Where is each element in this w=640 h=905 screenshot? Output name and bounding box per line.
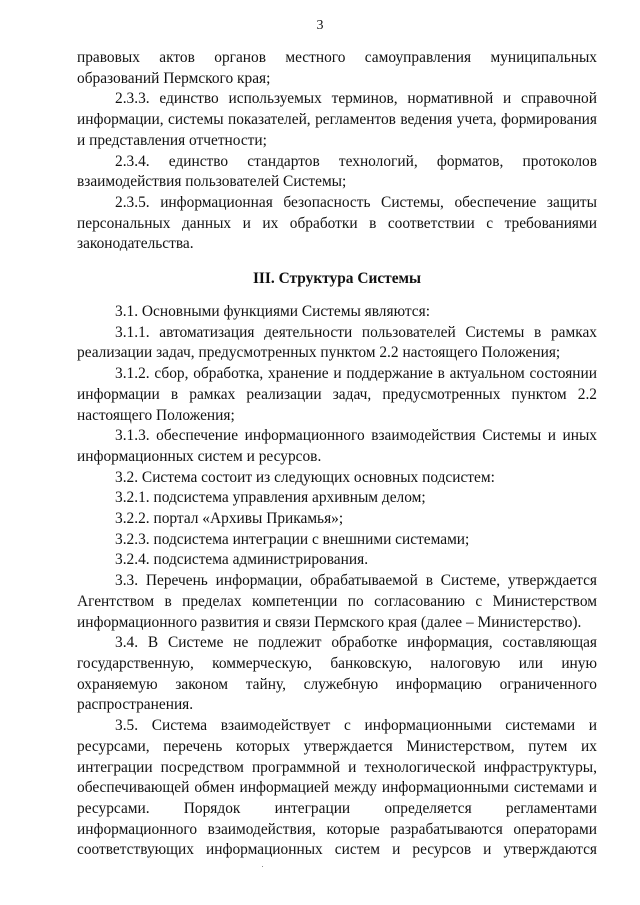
paragraph: 3.3. Перечень информации, обрабатываемой в Системе, утверждается Агентством в пределах компетенции по согласованию с Министерством информационного развития и связи Пермского края (далее – Министерство). [77,572,597,631]
paragraph: 3.1. Основными функциями Системы являются: [115,303,430,321]
document-body [77,48,597,861]
paragraph: 3.2. Система состоит из следующих основных подсистем: [115,468,495,486]
section-heading: III. Структура Системы [252,270,422,288]
scan-speck [262,866,263,867]
paragraph: 3.2.2. портал «Архивы Прикамья»; [115,510,344,528]
paragraph: 3.5. Система взаимодействует с информационными системами и ресурсами, перечень которых утверждается Министерством, путем их интеграции посредством программной и технологической инфраструктуры, обеспечивающей обмен информацией между информационными системами и ресурсами. Порядок интеграции определяется регламентами информационного взаимодействия, которые разрабатываются операторами соответствующих информационных систем и ресурсов и утверждаются [77,717,597,859]
paragraph: 3.1.3. обеспечение информационного взаимодействия Системы и иных информационных систем и ресурсов. [77,427,597,465]
paragraph: правовых актов органов местного самоуправления муниципальных образований Пермского края; [77,49,597,87]
paragraph: 2.3.4. единство стандартов технологий, форматов, протоколов взаимодействия пользователей Системы; [77,152,597,191]
page-number: 3 [316,18,324,33]
paragraph: 3.2.4. подсистема администрирования. [115,551,369,569]
paragraph: 3.1.2. сбор, обработка, хранение и поддержание в актуальном состоянии информации в рамках реализации задач, предусмотренных пунктом 2.2 настоящего Положения; [77,365,597,424]
paragraph: 3.2.1. подсистема управления архивным делом; [115,489,426,507]
paragraph: 2.3.5. информационная безопасность Системы, обеспечение защиты персональных данных и их обработки в соответствии с требованиями законодательства. [77,193,597,253]
paragraph: 3.4. В Системе не подлежит обработке информация, составляющая государственную, коммерческую, банковскую, налоговую или иную охраняемую законом тайну, служебную информацию ограниченного распространения. [77,634,597,714]
paragraph: 3.1.1. автоматизация деятельности пользователей Системы в рамках реализации задач, предусмотренных пунктом 2.2 настоящего Положения; [77,323,597,362]
paragraph: 3.2.3. подсистема интеграции с внешними системами; [115,530,470,548]
paragraph: 2.3.3. единство используемых терминов, нормативной и справочной информации, системы показателей, регламентов ведения учета, формирования и представления отчетности; [77,90,597,149]
